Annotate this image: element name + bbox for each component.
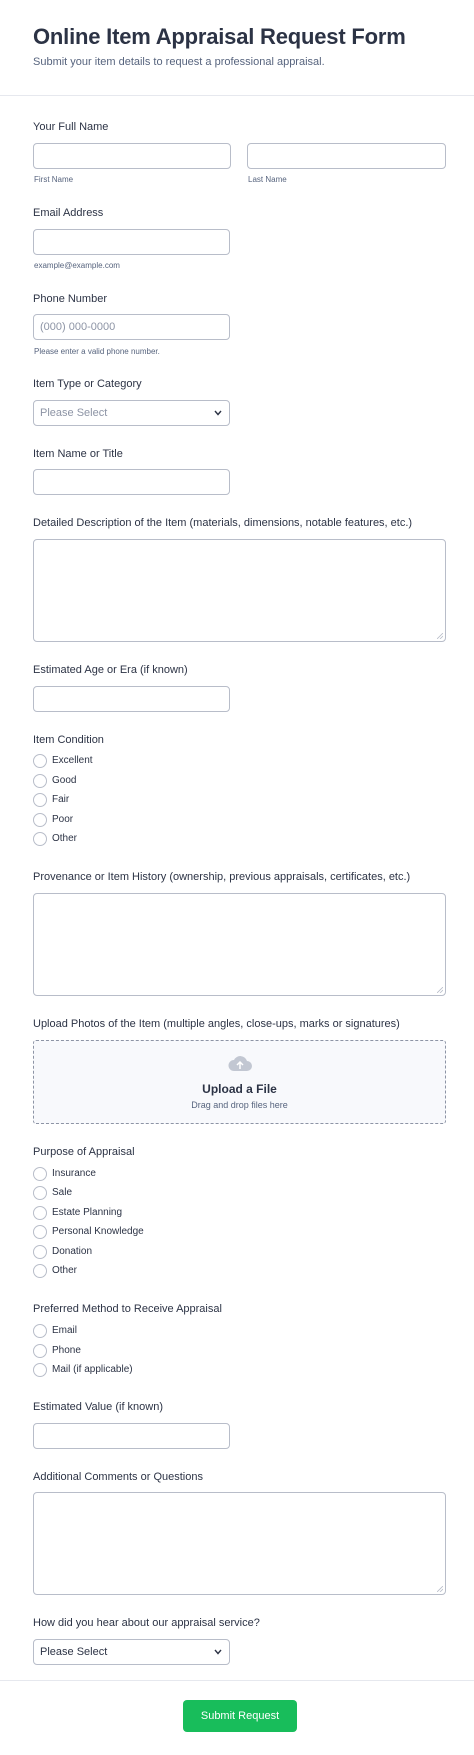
resize-handle-icon[interactable] <box>437 633 443 639</box>
value-label: Estimated Value (if known) <box>33 1401 164 1413</box>
email-sublabel: example@example.com <box>34 261 120 270</box>
radio-button[interactable] <box>33 1167 47 1181</box>
resize-handle-icon[interactable] <box>437 987 443 993</box>
description-label: Detailed Description of the Item (materials, dimensions, notable features, etc.) <box>33 517 413 529</box>
radio-button[interactable] <box>33 774 47 788</box>
description-textarea[interactable] <box>33 539 446 642</box>
page-subtitle: Submit your item details to request a professional appraisal. <box>33 56 325 68</box>
option-label: Other <box>52 833 78 844</box>
full-name-label: Your Full Name <box>33 121 109 133</box>
radio-button[interactable] <box>33 1225 47 1239</box>
estimated-value-input[interactable] <box>33 1423 230 1449</box>
option-label: Phone <box>52 1345 81 1356</box>
phone-label: Phone Number <box>33 293 107 305</box>
cloud-upload-icon <box>227 1053 253 1073</box>
method-label: Preferred Method to Receive Appraisal <box>33 1303 222 1315</box>
first-name-input[interactable] <box>33 143 231 169</box>
provenance-textarea[interactable] <box>33 893 446 996</box>
radio-button[interactable] <box>33 793 47 807</box>
page-title: Online Item Appraisal Request Form <box>33 24 406 49</box>
option-label: Sale <box>52 1187 73 1198</box>
resize-handle-icon[interactable] <box>437 1586 443 1592</box>
item-type-label: Item Type or Category <box>33 378 142 390</box>
form-header <box>0 0 474 96</box>
item-type-value: Please Select <box>40 407 108 419</box>
option-label: Excellent <box>52 755 93 766</box>
file-upload-dropzone[interactable] <box>33 1040 446 1124</box>
item-name-label: Item Name or Title <box>33 448 123 460</box>
radio-button[interactable] <box>33 1245 47 1259</box>
age-label: Estimated Age or Era (if known) <box>33 664 188 676</box>
email-label: Email Address <box>33 207 104 219</box>
radio-button[interactable] <box>33 754 47 768</box>
radio-button[interactable] <box>33 832 47 846</box>
chevron-down-icon <box>213 1648 223 1656</box>
option-label: Good <box>52 775 77 786</box>
option-label: Fair <box>52 794 70 805</box>
phone-input[interactable]: (000) 000-0000 <box>33 314 230 340</box>
option-label: Email <box>52 1325 78 1336</box>
option-label: Other <box>52 1265 78 1276</box>
option-label: Poor <box>52 814 74 825</box>
provenance-label: Provenance or Item History (ownership, previous appraisals, certificates, etc.) <box>33 871 411 883</box>
option-label: Personal Knowledge <box>52 1226 144 1237</box>
radio-button[interactable] <box>33 1344 47 1358</box>
condition-label: Item Condition <box>33 734 104 746</box>
option-label: Mail (if applicable) <box>52 1364 133 1375</box>
comments-textarea[interactable] <box>33 1492 446 1595</box>
submit-button[interactable]: Submit Request <box>183 1700 297 1732</box>
option-label: Estate Planning <box>52 1207 123 1218</box>
radio-button[interactable] <box>33 1206 47 1220</box>
option-label: Insurance <box>52 1168 96 1179</box>
option-label: Donation <box>52 1246 93 1257</box>
first-name-sublabel: First Name <box>34 175 74 184</box>
radio-button[interactable] <box>33 1363 47 1377</box>
chevron-down-icon <box>213 409 223 417</box>
referral-value: Please Select <box>40 1646 108 1658</box>
comments-label: Additional Comments or Questions <box>33 1471 203 1483</box>
email-input[interactable] <box>33 229 230 255</box>
age-input[interactable] <box>33 686 230 712</box>
referral-label: How did you hear about our appraisal service? <box>33 1617 260 1629</box>
referral-select[interactable] <box>33 1639 230 1665</box>
form-footer <box>0 1680 474 1755</box>
upload-hint: Drag and drop files here <box>191 1100 288 1110</box>
item-name-input[interactable] <box>33 469 230 495</box>
last-name-sublabel: Last Name <box>248 175 287 184</box>
phone-sublabel: Please enter a valid phone number. <box>34 347 160 356</box>
radio-button[interactable] <box>33 1264 47 1278</box>
last-name-input[interactable] <box>247 143 446 169</box>
radio-button[interactable] <box>33 813 47 827</box>
purpose-label: Purpose of Appraisal <box>33 1146 135 1158</box>
item-type-select[interactable] <box>33 400 230 426</box>
upload-title: Upload a File <box>202 1082 277 1096</box>
radio-button[interactable] <box>33 1186 47 1200</box>
photos-label: Upload Photos of the Item (multiple angles, close-ups, marks or signatures) <box>33 1018 400 1030</box>
radio-button[interactable] <box>33 1324 47 1338</box>
